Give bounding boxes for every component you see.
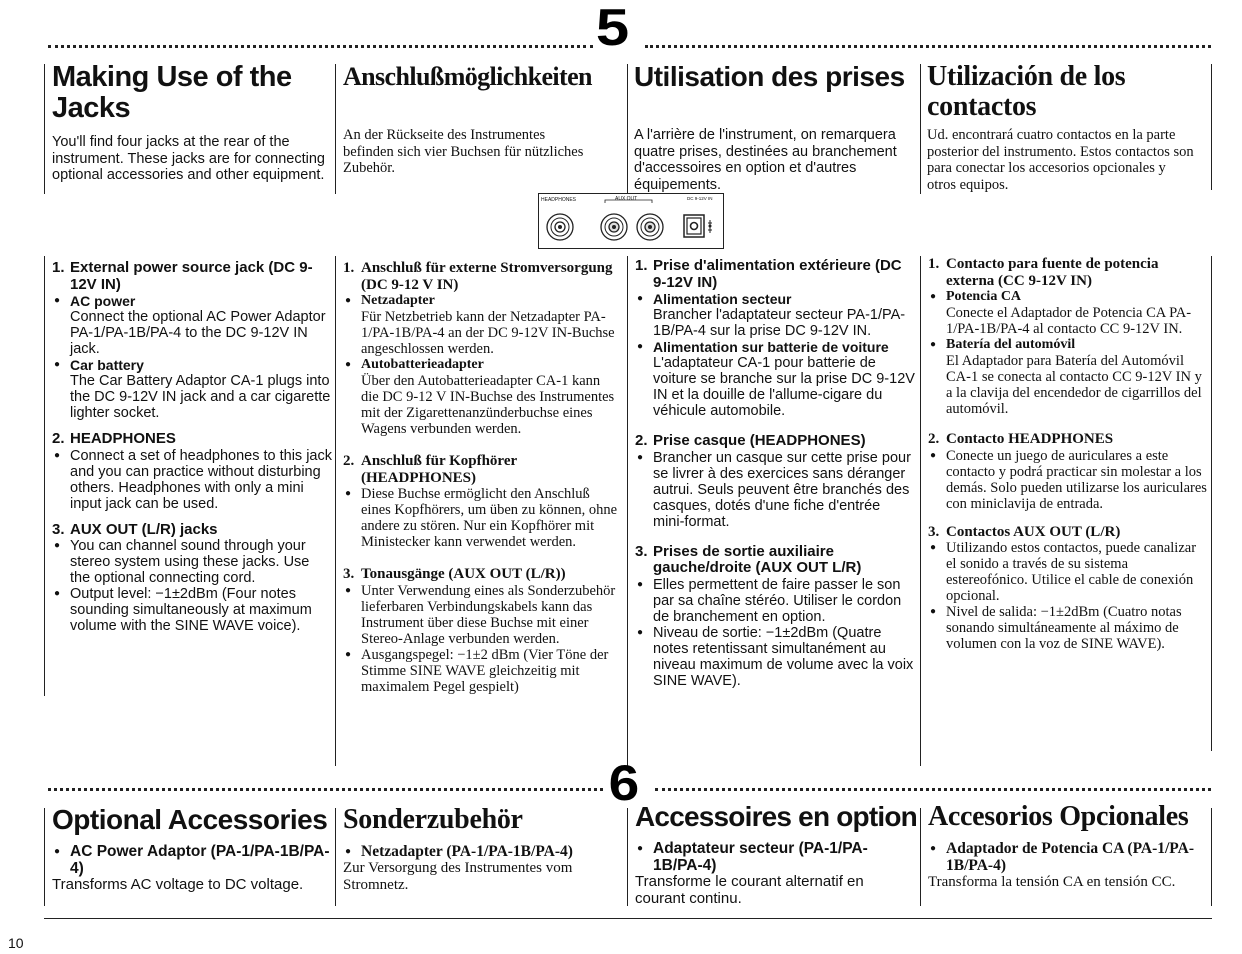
bullet-de-2a: ● Diese Buchse ermöglicht den Anschluß eines Kopfhörers, um üben zu können, ohne andere zu stören. Nur ein Kopfhörer mit Ministecker kann verwendet werden. xyxy=(343,486,621,550)
column-de-intro xyxy=(343,62,625,177)
section-en-3 xyxy=(52,522,332,635)
bullet-es-2a: ● Conecte un juego de auriculares a este contacto y podrá practicar sin molestar a los demás. Solo pueden utilizarse los auriculares con miniclavija de entrada. xyxy=(928,448,1208,512)
bullet-fr-1b: ● Alimentation sur batterie de voiture L'adaptateur CA-1 pour batterie de voiture se branche sur la prise DC 9-12V IN et la douille de l'allume-cigare du véhicule automobile. xyxy=(635,339,915,419)
headphones-jack-label: HEADPHONES xyxy=(541,197,577,203)
top-divider-right xyxy=(645,45,1211,48)
section-de-2 xyxy=(343,453,621,550)
accessory-heading-de: ● Netzadapter (PA-1/PA-1B/PA-4) xyxy=(343,843,623,860)
bullet-es-1b: ● Batería del automóvil El Adaptador para Batería del Automóvil CA-1 se conecta al contacto CC 9-12V IN y a la clavija del encendedor de cigarrillos del automóvil. xyxy=(928,337,1208,417)
column-en-body xyxy=(52,260,332,644)
bullet-de-3b: ● Ausgangspegel: −1±2 dBm (Vier Töne der Stimme SINE WAVE gleichzeitig mit maximalem Pegel gespielt) xyxy=(343,647,621,695)
title-de: Anschlußmöglichkeiten xyxy=(343,62,592,91)
section-de-3 xyxy=(343,566,621,695)
accessories-en xyxy=(52,805,334,894)
section-es-3-heading: 3. Contactos AUX OUT (L/R) xyxy=(928,523,1121,540)
intro-de: An der Rückseite des Instrumentes befinden sich vier Buchsen für nützliches Zubehör. xyxy=(343,127,584,176)
section-en-1 xyxy=(52,260,332,421)
rule-fr-es xyxy=(920,64,921,194)
mid-divider-left xyxy=(48,788,603,791)
section-es-1 xyxy=(928,256,1208,417)
aux-out-left-jack-icon xyxy=(601,214,627,240)
rule-acc-fr-es xyxy=(920,808,921,906)
title-en: Making Use of the Jacks xyxy=(52,61,292,124)
section-es-1-heading: 1. Contacto para fuente de potencia externa (CC 9-12V IN) xyxy=(928,256,1159,289)
accessory-heading-es: ● Adaptador de Potencia CA (PA-1/PA-1B/PA-4) xyxy=(928,840,1208,874)
accessory-heading-fr: ● Adaptateur secteur (PA-1/PA-1B/PA-4) xyxy=(635,840,917,874)
accessory-heading-en: ● AC Power Adaptor (PA-1/PA-1B/PA-4) xyxy=(52,843,334,877)
bullet-de-3a: ● Unter Verwendung eines als Sonderzubehör lieferbaren Verbindungskabels kann das Instrument über diese Buchse mit einer Stereo-Anlage verbunden werden. xyxy=(343,583,621,647)
intro-es: Ud. encontrará cuatro contactos en la parte posterior del instrumento. Estos contactos son para conectar los accesorios opcionales y otros equipos. xyxy=(927,127,1194,193)
section-en-3-heading: 3. AUX OUT (L/R) jacks xyxy=(52,520,218,538)
section-es-2 xyxy=(928,431,1208,512)
headphones-jack-icon xyxy=(547,214,573,240)
mid-divider-right xyxy=(655,788,1211,791)
title-fr: Utilisation des prises xyxy=(634,61,905,92)
accessory-text-en: Transforms AC voltage to DC voltage. xyxy=(52,876,304,893)
dc-in-jack-label: DC 9-12V IN xyxy=(687,196,713,201)
section-en-2 xyxy=(52,431,332,512)
rule-acc-en-de xyxy=(335,808,336,906)
section-en-1-heading: 1. External power source jack (DC 9-12V IN) xyxy=(52,259,313,293)
bullet-en-3a: ● You can channel sound through your stereo system using these jacks. Use the optional connecting cord. xyxy=(52,538,332,586)
accessories-title-fr: Accessoires en option xyxy=(635,801,917,832)
section-marker-top: 5 xyxy=(595,0,630,57)
bullet-fr-3a: ● Elles permettent de faire passer le son par sa chaîne stéréo. Utiliser le cordon de branchement en option. xyxy=(635,577,915,625)
section-fr-2 xyxy=(635,433,915,530)
intro-en: You'll find four jacks at the rear of the instrument. These jacks are for connecting optional accessories and other equipment. xyxy=(52,134,325,183)
section-es-2-heading: 2. Contacto HEADPHONES xyxy=(928,431,1114,447)
accessories-title-es: Accesorios Opcionales xyxy=(928,801,1189,832)
jack-panel-drawing xyxy=(539,194,723,248)
section-de-1 xyxy=(343,260,621,437)
rule-body-left xyxy=(44,256,45,696)
rule-acc-left xyxy=(44,808,45,906)
section-fr-1-heading: 1. Prise d'alimentation extérieure (DC 9-12V IN) xyxy=(635,257,902,291)
section-es-3 xyxy=(928,524,1208,653)
dc-in-jack-icon xyxy=(684,215,712,237)
jack-panel-illustration xyxy=(538,193,724,249)
rule-acc-right xyxy=(1211,808,1212,906)
rule-en-de xyxy=(335,64,336,194)
column-de-body xyxy=(343,260,621,705)
bottom-rule xyxy=(44,918,1212,919)
section-fr-3 xyxy=(635,544,915,689)
accessory-text-es: Transforma la tensión CA en tensión CC. xyxy=(928,874,1176,890)
bullet-es-3a: ● Utilizando estos contactos, puede canalizar el sonido a través de su sistema estereofónico. Utilice el cable de conexión opcional. xyxy=(928,540,1208,604)
accessory-text-de: Zur Versorgung des Instrumentes vom Stromnetz. xyxy=(343,860,573,893)
rule-body-right xyxy=(1211,256,1212,751)
accessories-title-de: Sonderzubehör xyxy=(343,804,523,835)
column-fr-intro xyxy=(634,62,916,193)
rule-body-fr-es xyxy=(920,256,921,766)
accessories-fr xyxy=(635,802,917,907)
column-es-body xyxy=(928,256,1208,662)
bullet-de-1a: ● Netzadapter Für Netzbetrieb kann der Netzadapter PA-1/PA-1B/PA-4 an der DC 9-12V IN-Buchse angeschlossen werden. xyxy=(343,293,621,357)
rule-left-en xyxy=(44,64,45,194)
accessories-es xyxy=(928,802,1208,891)
bullet-en-1b: ● Car battery The Car Battery Adaptor CA-1 plugs into the DC 9-12V IN jack and a car cigarette lighter socket. xyxy=(52,357,332,421)
section-fr-2-heading: 2. Prise casque (HEADPHONES) xyxy=(635,432,866,449)
column-fr-body xyxy=(635,258,915,699)
rule-acc-de-fr xyxy=(627,808,628,906)
section-de-2-heading: 2. Anschluß für Kopfhörer (HEADPHONES) xyxy=(343,453,517,486)
rule-body-de-fr xyxy=(627,256,628,766)
bullet-es-1a: ● Potencia CA Conecte el Adaptador de Potencia CA PA-1/PA-1B/PA-4 al contacto CC 9-12V IN. xyxy=(928,289,1208,337)
bullet-es-3b: ● Nivel de salida: −1±2dBm (Cuatro notas sonando simultáneamente al máximo de volumen con la voz de SINE WAVE). xyxy=(928,604,1208,652)
accessories-title-en: Optional Accessories xyxy=(52,804,328,835)
aux-out-right-jack-icon xyxy=(637,214,663,240)
aux-out-jack-label: AUX OUT xyxy=(615,196,638,202)
column-en-intro xyxy=(52,62,330,184)
section-en-2-heading: 2. HEADPHONES xyxy=(52,430,176,447)
rule-de-fr xyxy=(627,64,628,194)
section-de-3-heading: 3. Tonausgänge (AUX OUT (L/R)) xyxy=(343,566,566,582)
section-marker-mid: 6 xyxy=(608,755,640,811)
bullet-fr-3b: ● Niveau de sortie: −1±2dBm (Quatre notes retentissant simultanément au niveau maximum de volume avec la voix SINE WAVE). xyxy=(635,625,915,689)
bullet-de-1b: ● Autobatterieadapter Über den Autobatterieadapter CA-1 kann die DC 9-12 V IN-Buchse des Instrumentes mit der Zigarettenanzünderbuchse eines Wagens verbunden werden. xyxy=(343,357,621,437)
top-divider-left xyxy=(48,45,593,48)
section-fr-1 xyxy=(635,258,915,419)
rule-body-en-de xyxy=(335,256,336,766)
bullet-en-1a: ● AC power Connect the optional AC Power Adaptor PA-1/PA-1B/PA-4 to the DC 9-12V IN jack. xyxy=(52,293,332,357)
page-number: 10 xyxy=(8,935,24,951)
intro-fr: A l'arrière de l'instrument, on remarquera quatre prises, destinées au branchement d'accessoires en option et d'autres équipements. xyxy=(634,127,897,193)
bullet-en-3b: ● Output level: −1±2dBm (Four notes sounding simultaneously at maximum volume with the SINE WAVE voice). xyxy=(52,586,332,634)
bullet-en-2a: ● Connect a set of headphones to this jack and you can practice without disturbing others. Headphones with only a mini input jack can be used. xyxy=(52,448,332,512)
accessory-text-fr: Transforme le courant alternatif en courant continu. xyxy=(635,873,864,907)
section-de-1-heading: 1. Anschluß für externe Stromversorgung (DC 9-12 V IN) xyxy=(343,260,613,293)
accessories-de xyxy=(343,805,623,893)
bullet-fr-2a: ● Brancher un casque sur cette prise pour se livrer à des exercices sans déranger autrui. Seuls peuvent être branchés des casques, dotés d'une fiche d'entrée mini-format. xyxy=(635,450,915,530)
bullet-fr-1a: ● Alimentation secteur Brancher l'adaptateur secteur PA-1/PA-1B/PA-4 sur la prise DC 9-12V IN. xyxy=(635,291,915,339)
rule-right-es xyxy=(1211,64,1212,190)
column-es-intro xyxy=(927,62,1207,193)
section-fr-3-heading: 3. Prises de sortie auxiliaire gauche/droite (AUX OUT L/R) xyxy=(635,542,862,576)
title-es: Utilización de los contactos xyxy=(927,61,1126,122)
